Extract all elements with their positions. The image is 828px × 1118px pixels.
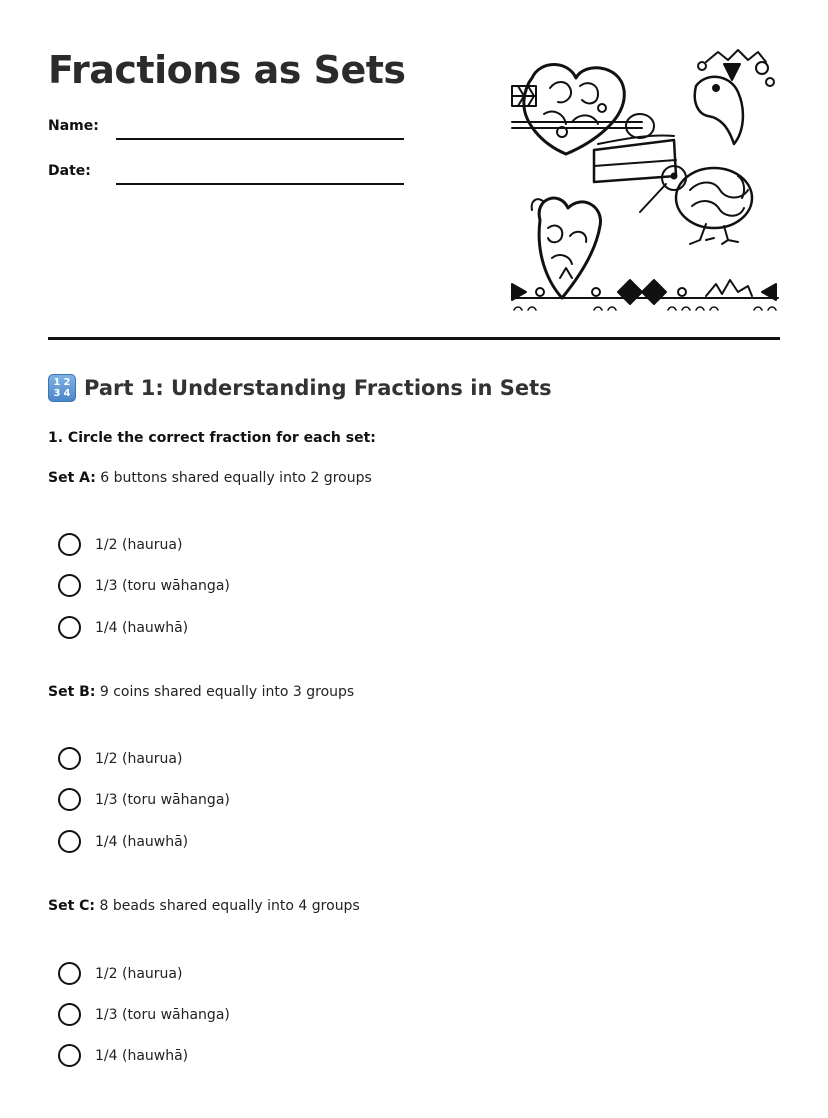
part1-heading <box>48 374 552 402</box>
set-b-option-third[interactable] <box>58 788 230 811</box>
set-a-description: 6 buttons shared equally into 2 groups <box>100 470 372 486</box>
set-a-prompt <box>48 470 372 486</box>
option-label: 1/4 (hauwhā) <box>95 619 189 636</box>
option-label: 1/2 (haurua) <box>95 536 183 553</box>
set-b-option-quarter[interactable] <box>58 830 188 853</box>
name-field[interactable] <box>116 138 404 140</box>
input-numbers-icon <box>48 374 76 402</box>
radio-circle[interactable] <box>58 962 81 985</box>
set-c-option-half[interactable] <box>58 962 182 985</box>
option-label: 1/4 (hauwhā) <box>95 833 189 850</box>
radio-circle[interactable] <box>58 747 81 770</box>
set-c-label: Set C: <box>48 898 96 914</box>
radio-circle[interactable] <box>58 616 81 639</box>
kiwi-pattern-illustration <box>510 48 780 316</box>
badge-digit: 3 <box>53 387 61 399</box>
option-label: 1/4 (hauwhā) <box>95 1047 189 1064</box>
set-a-option-quarter[interactable] <box>58 616 188 639</box>
radio-circle[interactable] <box>58 1003 81 1026</box>
date-label: Date: <box>48 163 91 179</box>
set-a-option-half[interactable] <box>58 533 182 556</box>
radio-circle[interactable] <box>58 788 81 811</box>
badge-digit: 4 <box>63 387 71 399</box>
set-c-description: 8 beads shared equally into 4 groups <box>99 898 360 914</box>
set-a-label: Set A: <box>48 470 96 486</box>
badge-digit: 1 <box>53 376 61 388</box>
option-label: 1/3 (toru wāhanga) <box>95 791 230 808</box>
radio-circle[interactable] <box>58 1044 81 1067</box>
option-label: 1/3 (toru wāhanga) <box>95 577 230 594</box>
part1-heading-text: Part 1: Understanding Fractions in Sets <box>84 376 552 400</box>
radio-circle[interactable] <box>58 533 81 556</box>
set-c-option-quarter[interactable] <box>58 1044 188 1067</box>
set-b-prompt <box>48 684 354 700</box>
set-a-option-third[interactable] <box>58 574 230 597</box>
set-c-prompt <box>48 898 360 914</box>
badge-digit: 2 <box>63 376 71 388</box>
set-b-option-half[interactable] <box>58 747 182 770</box>
radio-circle[interactable] <box>58 830 81 853</box>
radio-circle[interactable] <box>58 574 81 597</box>
option-label: 1/2 (haurua) <box>95 750 183 767</box>
set-b-label: Set B: <box>48 684 96 700</box>
option-label: 1/3 (toru wāhanga) <box>95 1006 230 1023</box>
set-b-description: 9 coins shared equally into 3 groups <box>99 684 355 700</box>
option-label: 1/2 (haurua) <box>95 965 183 982</box>
section-divider <box>48 337 780 340</box>
question-1-instruction: 1. Circle the correct fraction for each set: <box>48 430 376 446</box>
set-c-option-third[interactable] <box>58 1003 230 1026</box>
page-title: Fractions as Sets <box>48 48 406 92</box>
date-field[interactable] <box>116 183 404 185</box>
name-label: Name: <box>48 118 99 134</box>
